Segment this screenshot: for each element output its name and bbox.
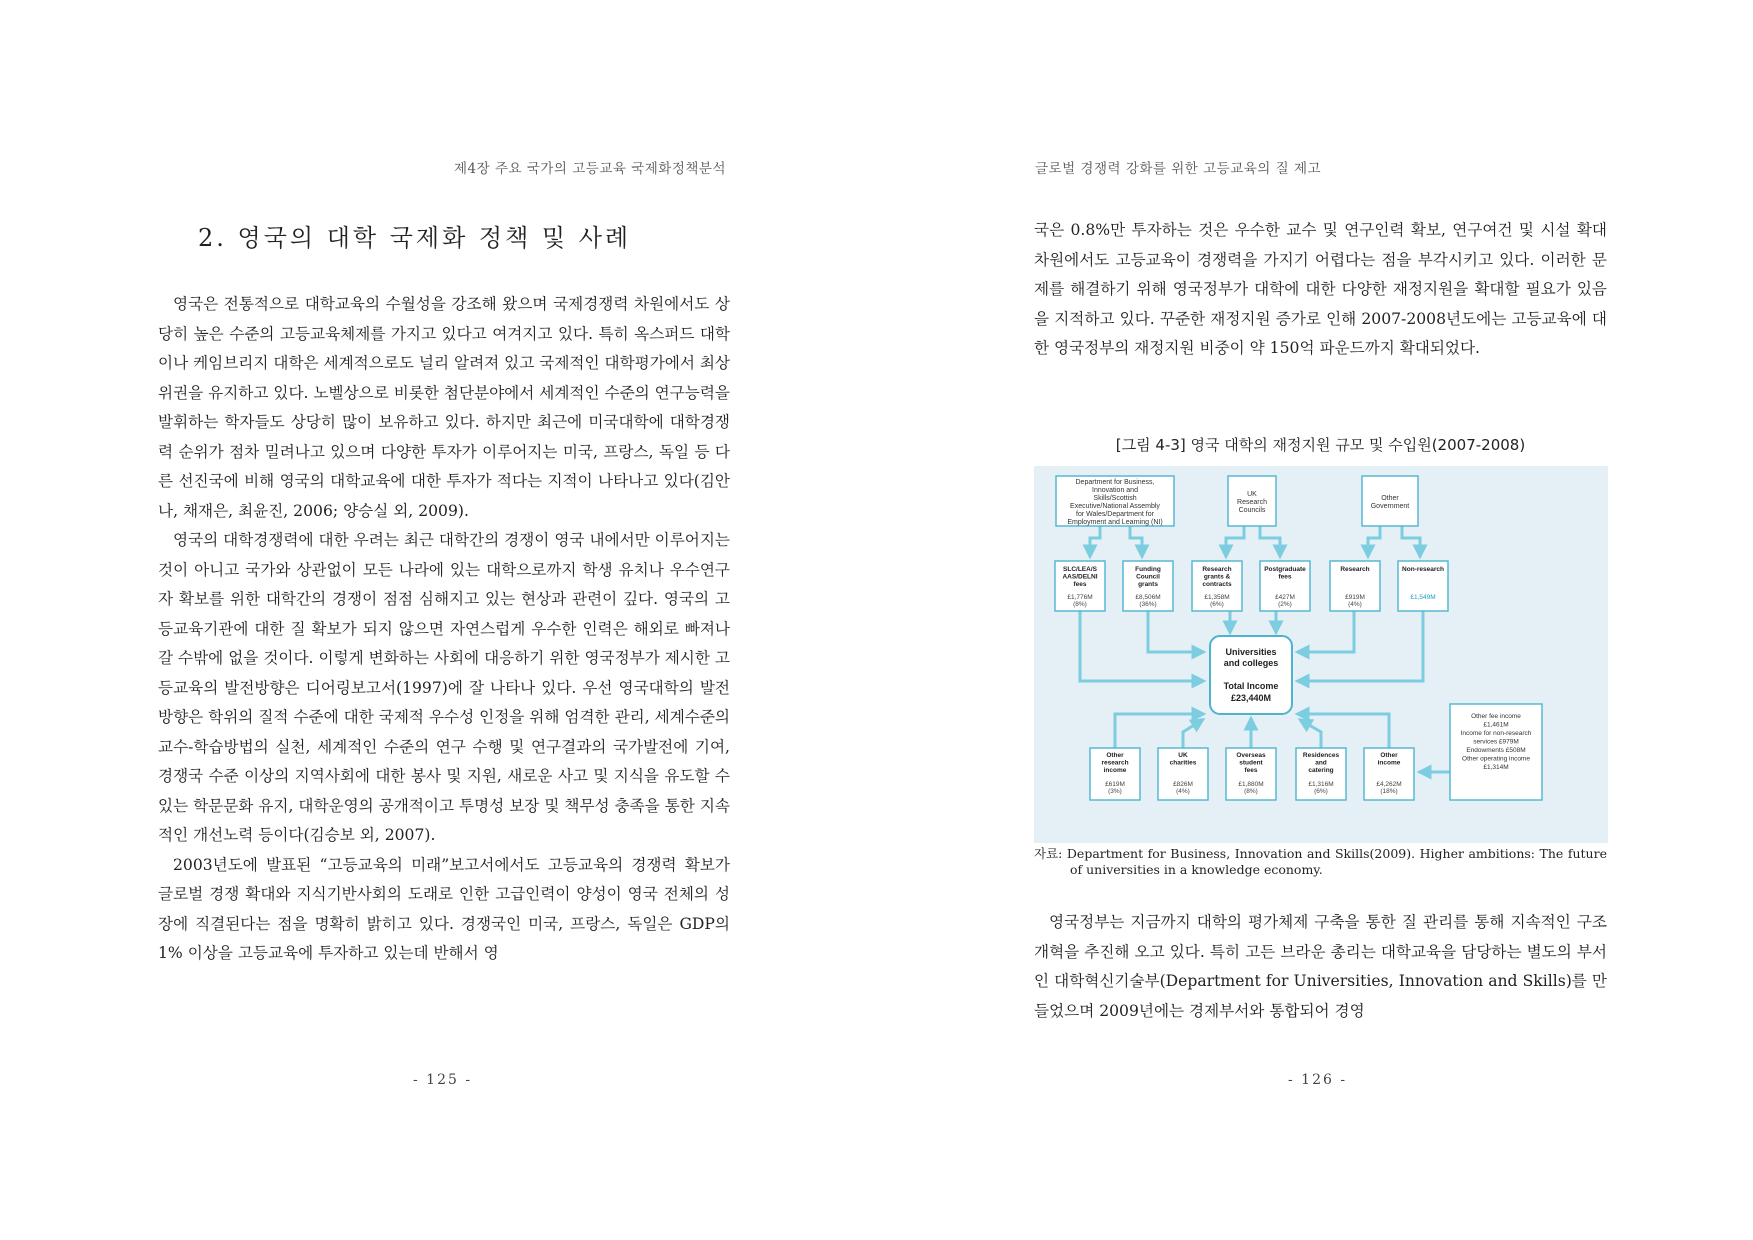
flow-arrow	[1260, 526, 1280, 552]
flow-arrow	[1226, 526, 1244, 552]
flow-arrow	[1148, 611, 1199, 652]
stream-amount: £427M	[1275, 594, 1295, 601]
stream-amount: £826M	[1173, 781, 1193, 788]
flow-arrow	[1304, 722, 1321, 748]
stream-label: UK charities	[1169, 752, 1197, 767]
stream-label: Research	[1340, 566, 1370, 573]
stream-amount: £4,262M	[1376, 781, 1402, 788]
diagram-svg	[1034, 466, 1608, 843]
stream-amount: £1,549M	[1410, 594, 1436, 601]
stream-share: (6%)	[1314, 788, 1328, 795]
stream-share: (36%)	[1139, 601, 1157, 608]
flow-arrow	[1090, 526, 1100, 552]
stream-label: Other research income	[1101, 752, 1129, 774]
stream-label: Non-research	[1402, 566, 1444, 573]
paragraph: 국은 0.8%만 투자하는 것은 우수한 교수 및 연구인력 확보, 연구여건 및 시설 확대 차원에서도 고등교육이 경쟁력을 가지기 어렵다는 점을 부각시키고 있다. 이러한 문제를 해결하기 위해 영국정부가 대학에 대한 다양한 재정지원을 확대할 필요가 있음을 지적하고 있다. 꾸준한 재정지원 증가로 인해 2007-2008년도에는 고등교육에 대한 영국정부의 재정지원 비중이 약 150억 파운드까지 확대되었다.	[1034, 221, 1607, 357]
stream-label: Overseas student fees	[1236, 752, 1266, 774]
center-title: Universities and colleges	[1223, 647, 1279, 668]
income-flow-diagram	[1034, 466, 1608, 843]
other-breakdown-text: Other fee income £1,461M Income for non-research services £979M Endowments £508M Other operating income £1,314M	[1460, 713, 1532, 771]
stream-label: Funding Council grants	[1135, 566, 1161, 588]
figure-caption: [그림 4-3] 영국 대학의 재정지원 규모 및 수입원(2007-2008)	[1115, 436, 1526, 454]
paragraph: 영국정부는 지금까지 대학의 평가체제 구축을 통한 질 관리를 통해 지속적인 구조개혁을 추진해 오고 있다. 특히 고든 브라운 총리는 대학교육을 담당하는 별도의 부서인 대학혁신기술부(Department for Universities, Innovation and Skills)를 만들었으며 2009년에는 경제부서와 통합되어 경영	[1034, 913, 1607, 1020]
stream-share: (4%)	[1348, 601, 1362, 608]
stream-label: Residences and catering	[1302, 752, 1340, 774]
stream-amount: £8,506M	[1135, 594, 1161, 601]
flow-arrow	[1368, 526, 1380, 552]
stream-amount: £1,776M	[1067, 594, 1093, 601]
center-total-value: £23,440M	[1230, 693, 1272, 703]
running-header-right: 글로벌 경쟁력 강화를 위한 고등교육의 질 제고	[1035, 161, 1322, 177]
flow-arrow	[1302, 611, 1423, 681]
section-title: 2. 영국의 대학 국제화 정책 및 사례	[198, 224, 632, 252]
funder-label: UK Research Councils	[1237, 491, 1267, 514]
left-page	[0, 0, 876, 1240]
stream-share: (4%)	[1176, 788, 1190, 795]
stream-share: (8%)	[1073, 601, 1087, 608]
stream-amount: £919M	[1345, 594, 1365, 601]
right-bottom-text	[1034, 908, 1607, 1026]
paragraph: 영국의 대학경쟁력에 대한 우려는 최근 대학간의 경쟁이 영국 내에서만 이루어지는 것이 아니고 국가와 상관없이 모든 나라에 있는 대학으로까지 학생 유치나 우수연구자 확보를 위한 대학간의 경쟁이 점점 심해지고 있는 현상과 관련이 깊다. 영국의 고등교육기관에 대한 질 확보가 되지 않으면 자연스럽게 우수한 인력은 해외로 빠져나갈 수밖에 없을 것이다. 이렇게 변화하는 사회에 대응하기 위한 영국정부가 제시한 고등교육의 발전방향은 디어링보고서(1997)에 잘 나타나 있다. 우선 영국대학의 발전방향은 학위의 질적 수준에 대한 국제적 우수성 인정을 위해 엄격한 관리, 세계수준의 교수-학습방법의 실천, 세계적인 수준의 연구 수행 및 연구결과의 국가발전에 기여, 경쟁국 수준 이상의 지역사회에 대한 봉사 및 지원, 새로운 사고 및 지식을 유도할 수 있는 학문문화 유지, 대학운영의 공개적이고 투명성 보장 및 책무성 충족을 통한 지속적인 개선노력 등이다(김승보 외, 2007).	[158, 531, 730, 844]
flow-arrow	[1183, 722, 1199, 748]
left-body-text	[158, 290, 730, 969]
page-number-left: - 125 -	[413, 1072, 473, 1088]
page-number-right: - 126 -	[1288, 1072, 1348, 1088]
stream-label: Other income	[1377, 752, 1401, 767]
stream-amount: £619M	[1105, 781, 1125, 788]
flow-arrow	[1302, 714, 1389, 748]
stream-share: (2%)	[1278, 601, 1292, 608]
flow-arrow	[1130, 526, 1142, 552]
stream-amount: £1,316M	[1308, 781, 1334, 788]
funder-label: Other Government	[1370, 495, 1410, 510]
stream-share: (8%)	[1244, 788, 1258, 795]
stream-label: Postgraduate fees	[1264, 566, 1306, 581]
source-note	[1034, 846, 1607, 878]
funder-label: Department for Business, Innovation and Skills/Scottish Executive/National Assembly for Wales/Department for Employment and Learning (NI)	[1067, 479, 1163, 526]
center-total-label: Total Income	[1223, 681, 1279, 691]
stream-label: Research grants & contracts	[1202, 566, 1232, 588]
stream-amount: £1,358M	[1204, 594, 1230, 601]
stream-share: (18%)	[1380, 788, 1398, 795]
stream-share: (6%)	[1210, 601, 1224, 608]
paragraph: 영국은 전통적으로 대학교육의 수월성을 강조해 왔으며 국제경쟁력 차원에서도 상당히 높은 수준의 고등교육체제를 가지고 있다고 여겨지고 있다. 특히 옥스퍼드 대학이나 케임브리지 대학은 세계적으로도 널리 알려져 있고 국제적인 대학평가에서 최상위권을 유지하고 있다. 노벨상으로 비롯한 첨단분야에서 세계적인 수준의 연구능력을 발휘하는 학자들도 상당히 많이 보유하고 있다. 하지만 최근에 미국대학에 대학경쟁력 순위가 점차 밀려나고 있으며 다양한 투자가 이루어지는 미국, 프랑스, 독일 등 다른 선진국에 비해 영국의 대학교육에 대한 투자가 적다는 지적이 나타나고 있다(김안나, 채재은, 최윤진, 2006; 양승실 외, 2009).	[158, 295, 730, 520]
flow-arrow	[1402, 526, 1420, 552]
flow-arrow	[1080, 611, 1199, 681]
source-text: 자료: Department for Business, Innovation and Skills(2009). Higher ambitions: The future of universities in a knowledge economy.	[1034, 846, 1607, 877]
flow-arrow	[1302, 611, 1354, 652]
stream-label: SLC/LEA/S AAS/DELNI fees	[1062, 566, 1098, 588]
running-header-left: 제4장 주요 국가의 고등교육 국제화정책분석	[454, 161, 726, 177]
right-top-text	[1034, 216, 1607, 364]
stream-share: (3%)	[1108, 788, 1122, 795]
paragraph: 2003년도에 발표된 “고등교육의 미래”보고서에서도 고등교육의 경쟁력 확보가 글로벌 경쟁 확대와 지식기반사회의 도래로 인한 고급인력이 양성이 영국 전체의 성장에 직결된다는 점을 명확히 밝히고 있다. 경쟁국인 미국, 프랑스, 독일은 GDP의 1% 이상을 고등교육에 투자하고 있는데 반해서 영	[158, 855, 730, 962]
stream-amount: £1,880M	[1238, 781, 1264, 788]
right-page	[877, 0, 1753, 1240]
